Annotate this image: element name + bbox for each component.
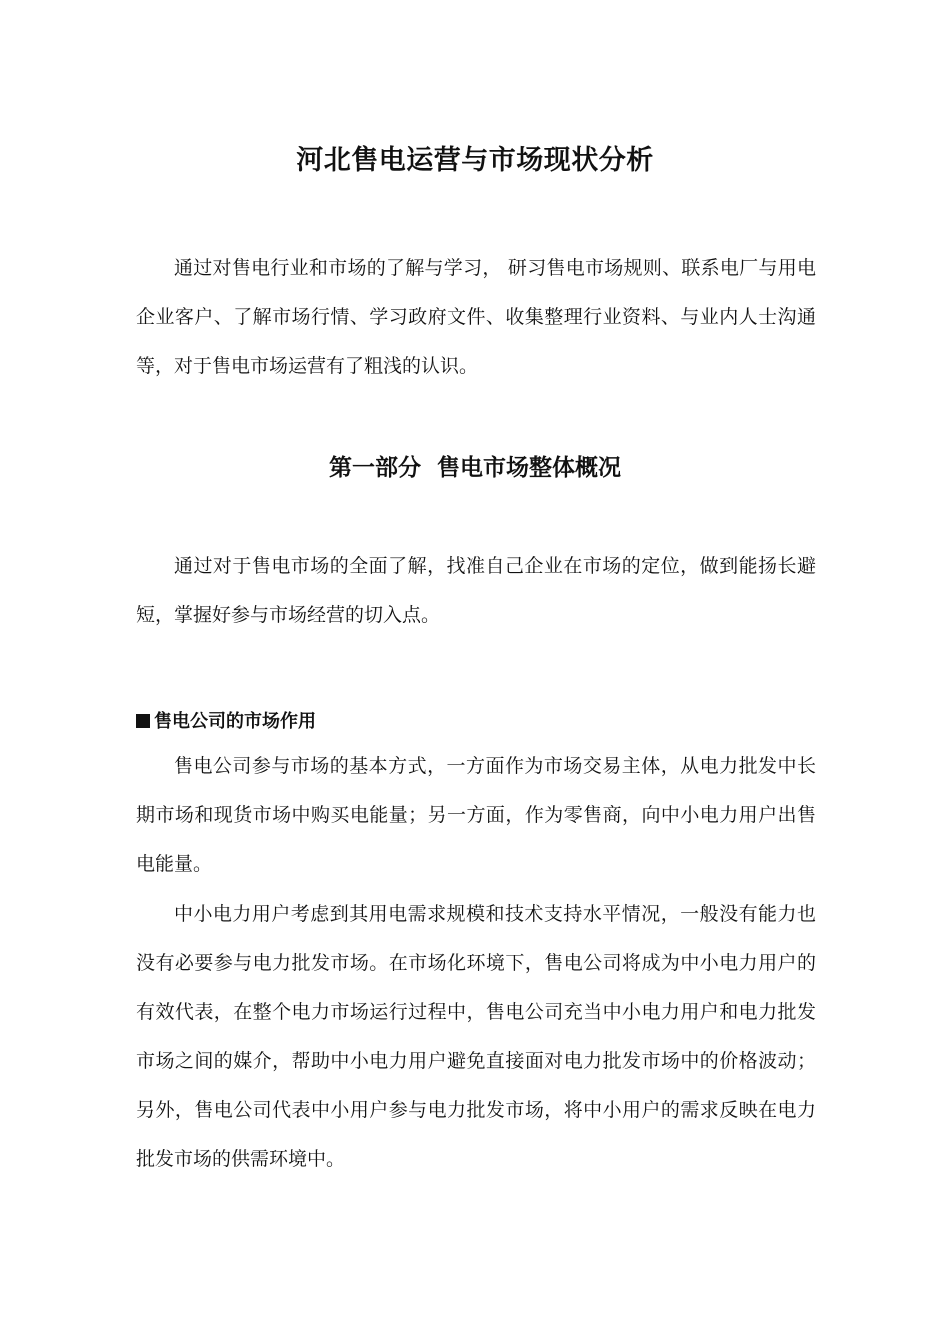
section-heading-text: 售电公司的市场作用 [154,711,316,732]
role-paragraph-1: 售电公司参与市场的基本方式，一方面作为市场交易主体，从电力批发中长期市场和现货市场中购买电能量；另一方面，作为零售商，向中小电力用户出售电能量。 [136,755,816,875]
part1-title: 第一部分 售电市场整体概况 [328,455,621,481]
square-bullet-icon [136,714,150,728]
section-heading [136,708,316,736]
part1-paragraph: 通过对于售电市场的全面了解，找准自己企业在市场的定位，做到能扬长避短，掌握好参与市场经营的切入点。 [136,555,816,626]
intro-paragraph: 通过对售电行业和市场的了解与学习， 研习售电市场规则、联系电厂与用电企业客户、了解市场行情、学习政府文件、收集整理行业资料、与业内人士沟通等，对于售电市场运营有了粗浅的认识。 [136,257,816,377]
role-paragraph-2: 中小电力用户考虑到其用电需求规模和技术支持水平情况，一般没有能力也没有必要参与电力批发市场。在市场化环境下，售电公司将成为中小电力用户的有效代表，在整个电力市场运行过程中，售电公司充当中小电力用户和电力批发市场之间的媒介，帮助中小电力用户避免直接面对电力批发市场中的价格波动；另外，售电公司代表中小用户参与电力批发市场，将中小用户的需求反映在电力批发市场的供需环境中。 [136,903,816,1170]
document-title: 河北售电运营与市场现状分析 [296,145,654,176]
